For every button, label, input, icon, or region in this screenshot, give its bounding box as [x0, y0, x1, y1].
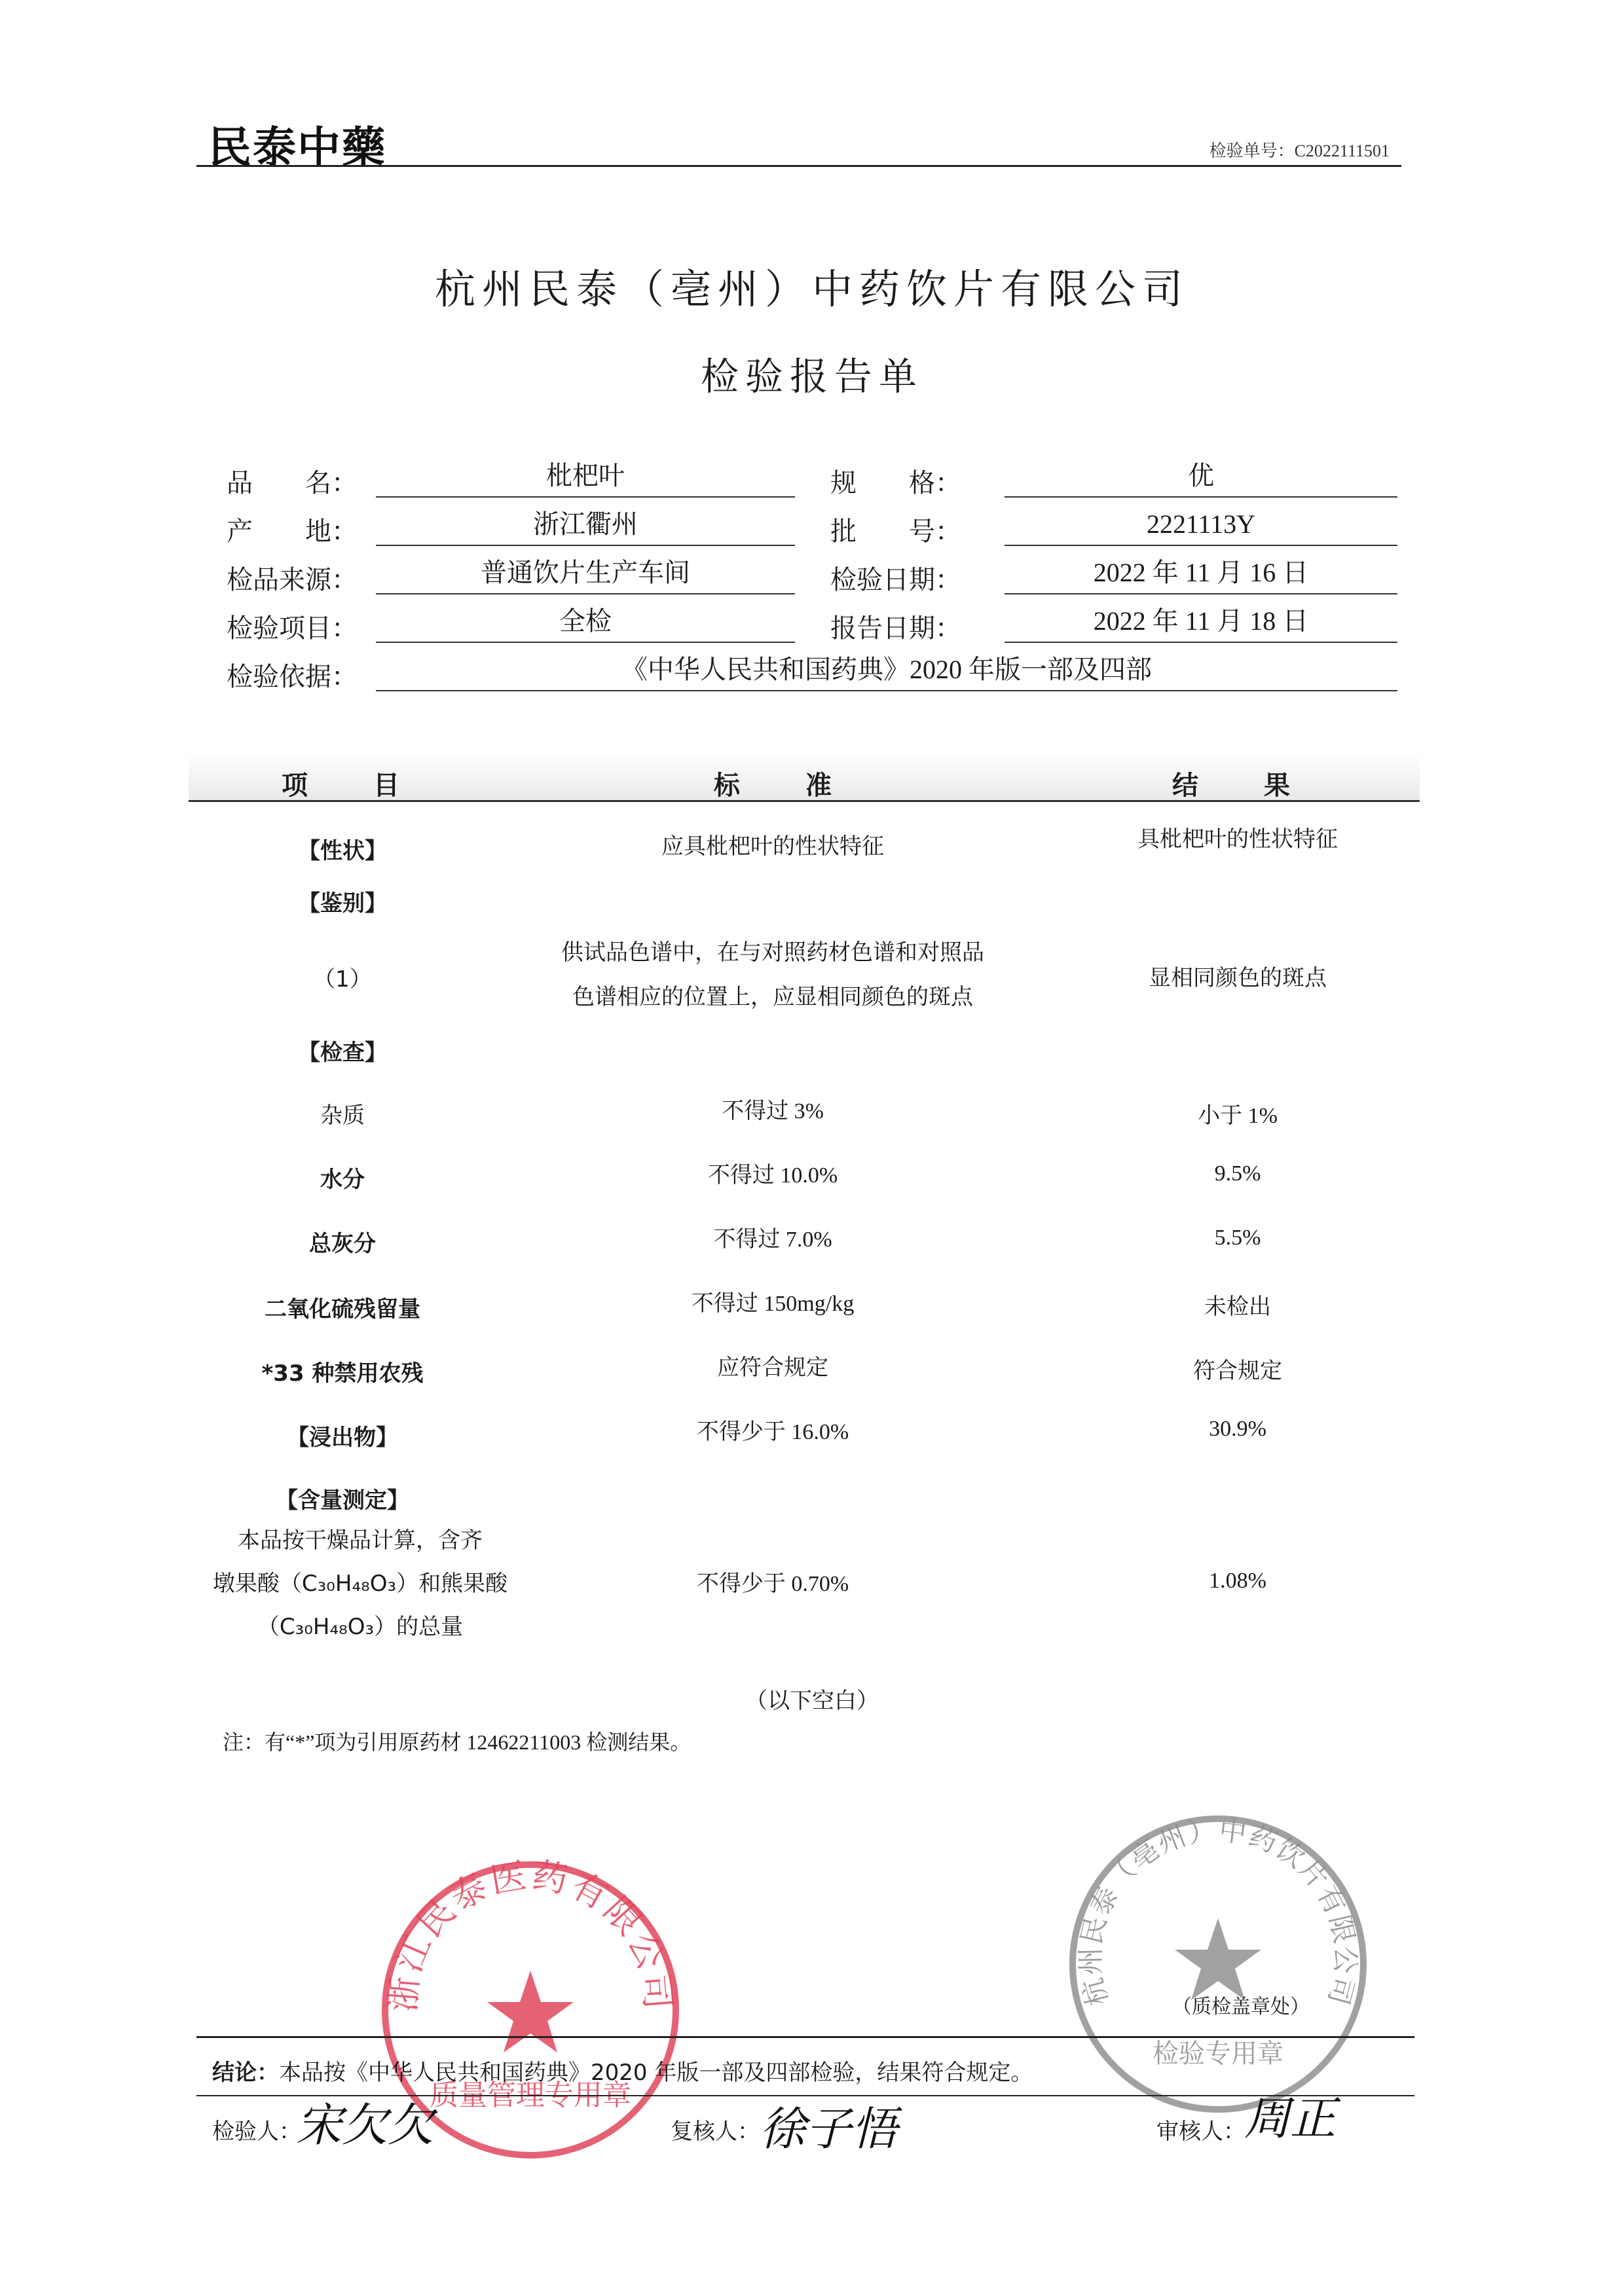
row-appearance-standard: 应具枇杷叶的性状特征 [661, 835, 884, 859]
row-appearance-result: 具枇杷叶的性状特征 [1137, 828, 1338, 852]
row-impurity-standard: 不得过 3% [722, 1099, 824, 1123]
conclusion-text: 本品按《中华人民共和国药典》2020 年版一部及四部检验，结果符合规定。 [279, 2060, 1033, 2086]
doc-number [1209, 137, 1390, 162]
row-impurity-item: 杂质 [320, 1102, 365, 1129]
value-basis: 《中华人民共和国药典》2020 年版一部及四部 [376, 649, 1397, 691]
value-product-name: 枇杷叶 [376, 456, 795, 498]
row-assay-detail-line2: 墩果酸（C₃₀H₄₈O₃）和熊果酸 [212, 1571, 508, 1597]
row-impurity-result: 小于 1% [1198, 1104, 1278, 1128]
row-moisture-result: 9.5% [1214, 1161, 1261, 1186]
row-so2-item: 二氧化硫残留量 [265, 1296, 420, 1322]
row-extract-item: 【浸出物】 [287, 1425, 398, 1451]
value-batch: 2221113Y [1005, 504, 1397, 546]
header-rule [196, 165, 1401, 167]
row-so2-result: 未检出 [1204, 1295, 1271, 1319]
value-test-date: 2022 年 11 月 16 日 [1005, 553, 1397, 594]
row-moisture-item: 水分 [320, 1167, 365, 1193]
gray-stamp-sub: 检验专用章 [1153, 2039, 1283, 2069]
label-report-date: 报告日期： [830, 613, 961, 644]
approver-label: 审核人： [1156, 2119, 1246, 2145]
row-assay-item: 【含量测定】 [276, 1487, 409, 1514]
gray-stamp-text: 杭州民泰（亳州）中药饮片有限公司 [1074, 1813, 1362, 2010]
label-spec: 规 格： [830, 468, 961, 498]
label-batch: 批 号： [830, 517, 961, 547]
row-assay-detail-line1: 本品按干燥品计算，含齐 [238, 1527, 483, 1554]
red-stamp-text: 浙江民泰医药有限公司 [382, 1854, 679, 2014]
row-ash-item: 总灰分 [309, 1231, 376, 1257]
row-pesticide-item: *33 种禁用农残 [261, 1360, 424, 1387]
approver-signature: 周正 [1244, 2092, 1336, 2145]
row-ident1-result: 显相同颜色的斑点 [1149, 966, 1327, 991]
header-standard: 标 准 [714, 771, 851, 801]
gray-company-stamp [1061, 1807, 1375, 2121]
row-moisture-standard: 不得过 10.0% [707, 1163, 838, 1188]
red-stamp-sub: 质量管理专用章 [430, 2079, 631, 2112]
row-assay-detail-standard: 不得少于 0.70% [696, 1572, 849, 1596]
row-extract-result: 30.9% [1209, 1417, 1266, 1441]
label-basis: 检验依据： [227, 662, 358, 692]
row-appearance-item: 【性状】 [298, 838, 387, 864]
row-pesticide-standard: 应符合规定 [717, 1356, 828, 1380]
row-ident1-standard-line2: 色谱相应的位置上，应显相同颜色的斑点 [572, 985, 973, 1010]
row-ident1-standard-line1: 供试品色谱中，在与对照药材色谱和对照品 [561, 941, 984, 965]
doc-number-label: 检验单号： [1209, 141, 1295, 160]
value-source: 普通饮片生产车间 [376, 553, 795, 594]
reviewer-label: 复核人： [671, 2119, 760, 2145]
value-report-date: 2022 年 11 月 18 日 [1005, 601, 1397, 643]
header-item: 项 目 [282, 771, 419, 801]
doc-number-value: C2022111501 [1294, 141, 1390, 160]
inspector-signature: 宋欠欠 [296, 2098, 434, 2152]
value-origin: 浙江衢州 [376, 504, 795, 546]
row-so2-standard: 不得过 150mg/kg [691, 1292, 855, 1316]
reviewer-signature: 徐子悟 [760, 2102, 897, 2156]
label-test-date: 检验日期： [830, 565, 961, 595]
row-identification-item: 【鉴别】 [298, 890, 387, 917]
row-inspection-item: 【检查】 [298, 1040, 387, 1066]
label-source: 检品来源： [227, 565, 358, 595]
footnote: 注：有“*”项为引用原药材 12462211003 检测结果。 [223, 1730, 692, 1754]
row-assay-detail-result: 1.08% [1209, 1569, 1266, 1593]
page-title: 检验报告单 [700, 354, 923, 399]
row-assay-detail-line3: （C₃₀H₄₈O₃）的总量 [257, 1614, 464, 1640]
row-ident1-item: （1） [313, 966, 372, 993]
conclusion-rule-top [196, 2036, 1414, 2038]
stamp-note: （质检盖章处） [1172, 1995, 1310, 2018]
header-result: 结 果 [1172, 771, 1310, 801]
row-extract-standard: 不得少于 16.0% [696, 1420, 849, 1444]
blank-note: （以下空白） [745, 1688, 879, 1714]
label-test-item: 检验项目： [227, 613, 358, 644]
company-name: 杭州民泰（亳州）中药饮片有限公司 [434, 265, 1189, 313]
row-assay-detail-item [196, 1519, 524, 1649]
label-origin: 产 地： [227, 517, 358, 547]
row-ident1-standard [517, 931, 1028, 1020]
company-logo: 民泰中藥 [208, 122, 386, 173]
conclusion [212, 2054, 1033, 2086]
label-product-name: 品 名： [227, 468, 358, 498]
row-ash-result: 5.5% [1214, 1226, 1261, 1250]
value-spec: 优 [1005, 456, 1397, 498]
conclusion-label: 结论： [212, 2060, 279, 2086]
row-pesticide-result: 符合规定 [1193, 1359, 1282, 1383]
value-test-item: 全检 [376, 601, 795, 643]
inspector-label: 检验人： [212, 2119, 301, 2145]
row-ash-standard: 不得过 7.0% [713, 1228, 832, 1252]
